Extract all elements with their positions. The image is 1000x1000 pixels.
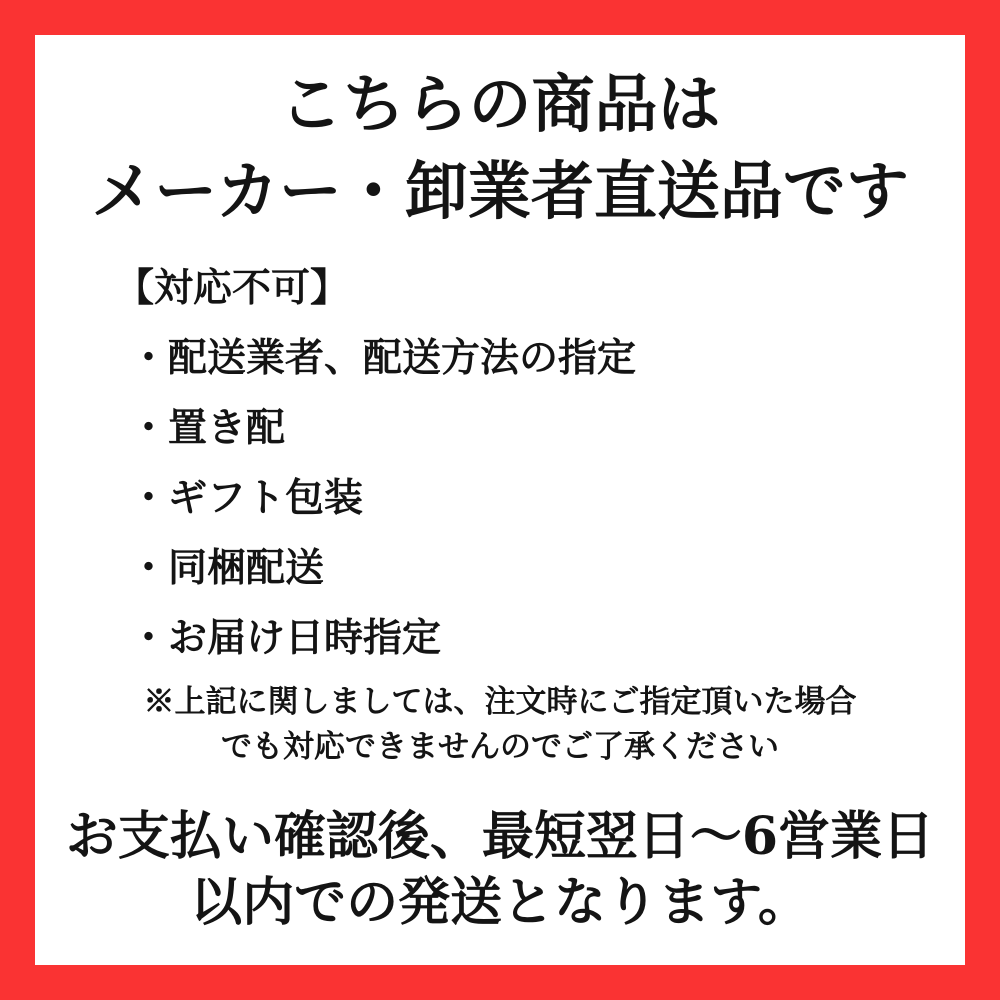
- section-heading: 【対応不可】: [115, 264, 350, 311]
- shipping-line-1: お支払い確認後、最短翌日〜6営業日: [65, 805, 935, 867]
- shipping-line-2: 以内での発送となります。: [190, 871, 810, 933]
- notice-title: [35, 61, 965, 235]
- disclaimer-note: [35, 680, 965, 770]
- bullet-icon: ・: [129, 334, 169, 381]
- list-item: [115, 331, 965, 386]
- title-line-2: メーカー・卸業者直送品です: [91, 153, 909, 228]
- list-item-label: お届け日時指定: [168, 614, 442, 661]
- title-line-1: こちらの商品は: [279, 67, 721, 141]
- bullet-icon: ・: [129, 404, 169, 451]
- list-item: [115, 401, 965, 456]
- note-line-2: でも対応できませんのでご了承ください: [221, 728, 779, 765]
- bullet-icon: ・: [129, 614, 169, 661]
- bullet-icon: ・: [129, 474, 169, 521]
- bullet-icon: ・: [129, 544, 169, 591]
- unavailable-options-section: [115, 261, 965, 666]
- list-item: [115, 541, 965, 596]
- list-item-label: 置き配: [168, 404, 286, 451]
- note-line-1: ※上記に関しましては、注文時にご指定頂いた場合: [143, 683, 857, 720]
- list-item-label: 配送業者、配送方法の指定: [168, 334, 637, 381]
- list-item-label: ギフト包装: [168, 474, 364, 521]
- shipping-info: [35, 804, 965, 936]
- unavailable-options-list: [115, 331, 965, 666]
- list-item: [115, 611, 965, 666]
- list-item-label: 同梱配送: [168, 544, 325, 591]
- list-item: [115, 471, 965, 526]
